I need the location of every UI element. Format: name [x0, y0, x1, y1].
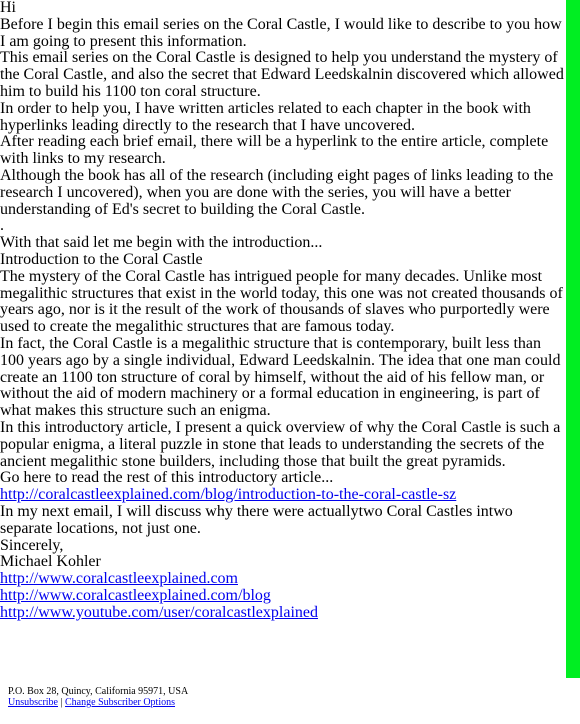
paragraph: The mystery of the Coral Castle has intrigued people for many decades. Unlike most megalithic structures that exist in the world today, this one was not created thousands of years ago, nor is it the result of the work of thousands of slaves who purportedly were used to create the megalithic structures that are famous today. [0, 267, 563, 336]
article-link[interactable]: http://coralcastleexplained.com/blog/introduction-to-the-coral-castle-sz [0, 486, 457, 504]
paragraph: Although the book has all of the research (including eight pages of links leading to the research I uncovered), when you are done with the series, you will have a better understanding of Ed's secret to building the Coral Castle. [0, 166, 554, 218]
email-footer [8, 686, 548, 708]
article-link-line [0, 487, 566, 504]
youtube-link[interactable]: http://www.youtube.com/user/coralcastlexplained [0, 603, 318, 621]
website-link-line [0, 571, 566, 588]
unsubscribe-link[interactable]: Unsubscribe [8, 697, 58, 708]
paragraph: This email series on the Coral Castle is designed to help you understand the mystery of the Coral Castle, and also the secret that Edward Leedskalnin discovered which allowed him to build his 1100 ton coral structure. [0, 49, 564, 100]
sign-off: Sincerely, [0, 536, 64, 554]
paragraph: Before I begin this email series on the Coral Castle, I would like to describe to you how I am going to present this information. [0, 15, 562, 50]
paragraph: In this introductory article, I present a quick overview of why the Coral Castle is such a popular enigma, a literal puzzle in stone that leads to understanding the secrets of the ancient megalithic stone builders, including those that built the great pyramids. [0, 418, 561, 470]
accent-bar [566, 0, 580, 678]
footer-links [8, 697, 548, 708]
youtube-link-line [0, 605, 566, 622]
sender-name: Michael Kohler [0, 553, 101, 571]
blog-link[interactable]: http://www.coralcastleexplained.com/blog [0, 586, 271, 604]
footer-separator: | [60, 697, 63, 708]
section-heading: Introduction to the Coral Castle [0, 250, 203, 268]
change-subscriber-options-link[interactable]: Change Subscriber Options [65, 697, 176, 708]
greeting: Hi [0, 0, 16, 16]
paragraph: With that said let me begin with the introduction... [0, 234, 323, 252]
paragraph: Go here to read the rest of this introductory article... [0, 469, 334, 487]
blog-link-line [0, 588, 566, 605]
mailing-address: P.O. Box 28, Quincy, California 95971, USA [8, 686, 189, 697]
paragraph: After reading each brief email, there will be a hyperlink to the entire article, complete with links to my research. [0, 133, 549, 168]
website-link[interactable]: http://www.coralcastleexplained.com [0, 570, 238, 588]
closing-paragraph: In my next email, I will discuss why there were actuallytwo Coral Castles intwo separate locations, not just one. [0, 502, 513, 537]
paragraph: In fact, the Coral Castle is a megalithic structure that is contemporary, built less than 100 years ago by a single individual, Edward Leedskalnin. The idea that one man could create an 1100 ton structure of coral by himself, without the aid of his fellow man, or without the aid of modern machinery or a formal education in engineering, is part of what makes this structure such an enigma. [0, 334, 561, 420]
paragraph: In order to help you, I have written articles related to each chapter in the book with hyperlinks leading directly to the research that I have uncovered. [0, 99, 531, 134]
paragraph-dot: . [0, 217, 4, 235]
